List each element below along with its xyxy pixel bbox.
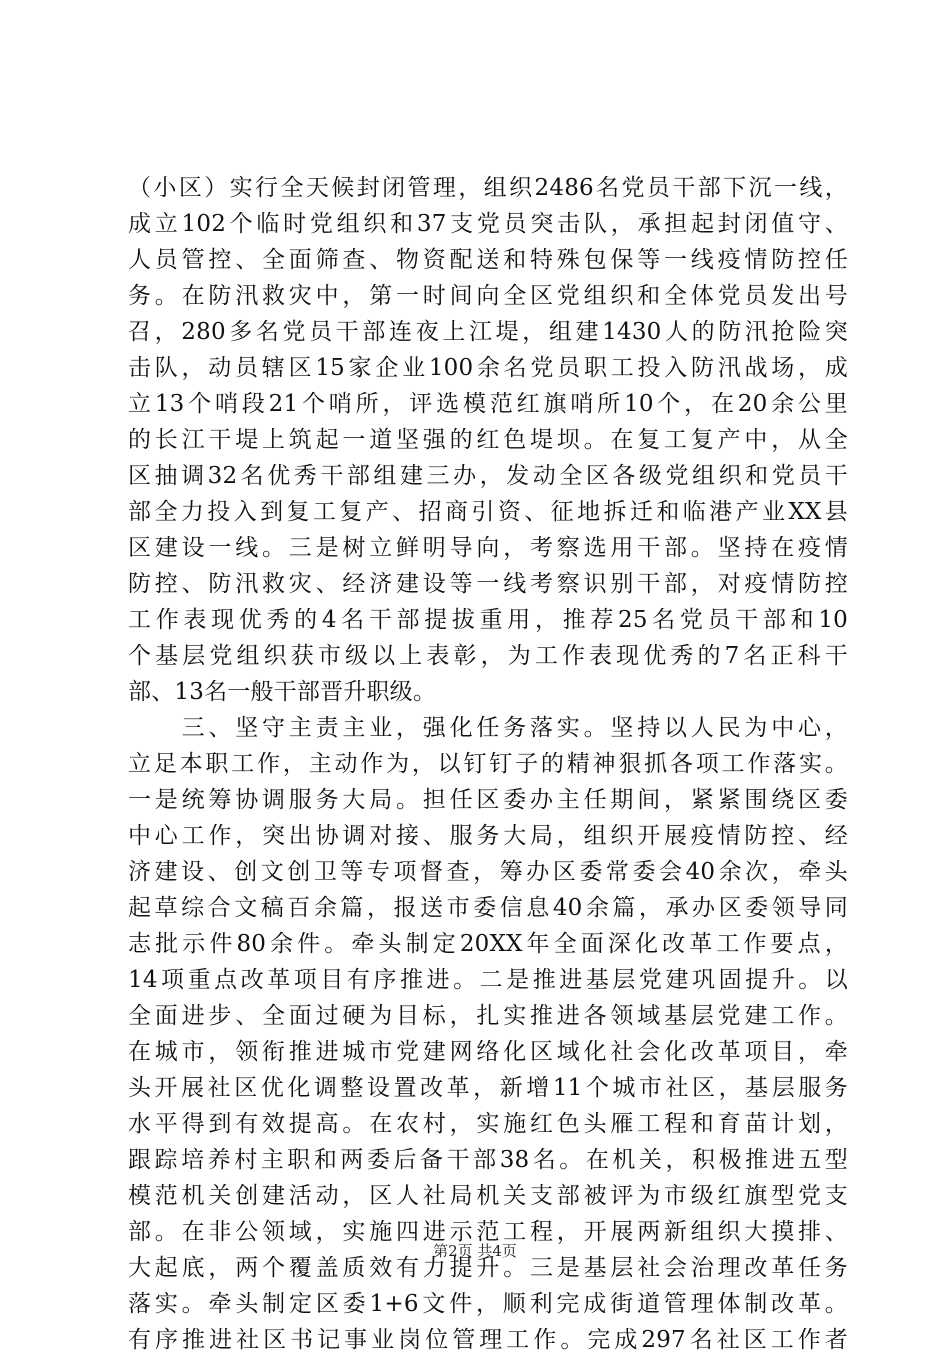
text-line: 区抽调32名优秀干部组建三办，发动全区各级党组织和党员干 <box>128 463 848 489</box>
body-text <box>128 170 848 1358</box>
text-line: 水平得到有效提高。在农村，实施红色头雁工程和育苗计划， <box>128 1111 848 1137</box>
text-line: 个基层党组织获市级以上表彰，为工作表现优秀的7名正科干 <box>128 643 848 669</box>
text-line: 召，280多名党员干部连夜上江堤，组建1430人的防汛抢险突 <box>128 319 848 345</box>
text-line: 人员管控、全面筛查、物资配送和特殊包保等一线疫情防控任 <box>128 247 848 273</box>
text-line: 在城市，领衔推进城市党建网络化区域化社会化改革项目，牵 <box>128 1039 848 1065</box>
text-line: 击队，动员辖区15家企业100余名党员职工投入防汛战场，成 <box>128 355 848 381</box>
text-line: 中心工作，突出协调对接、服务大局，组织开展疫情防控、经 <box>128 823 848 849</box>
text-line: 立足本职工作，主动作为，以钉钉子的精神狠抓各项工作落实。 <box>128 751 848 777</box>
text-line: 务。在防汛救灾中，第一时间向全区党组织和全体党员发出号 <box>128 283 848 309</box>
text-line: 14项重点改革项目有序推进。二是推进基层党建巩固提升。以 <box>128 967 848 993</box>
text-line: 一是统筹协调服务大局。担任区委办主任期间，紧紧围绕区委 <box>128 787 848 813</box>
text-line: 模范机关创建活动，区人社局机关支部被评为市级红旗型党支 <box>128 1183 848 1209</box>
text-line: 济建设、创文创卫等专项督查，筹办区委常委会40余次，牵头 <box>128 859 848 885</box>
text-line: 的长江干堤上筑起一道坚强的红色堤坝。在复工复产中，从全 <box>128 427 848 453</box>
text-line: 部全力投入到复工复产、招商引资、征地拆迁和临港产业XX县 <box>128 499 848 525</box>
text-line: 跟踪培养村主职和两委后备干部38名。在机关，积极推进五型 <box>128 1147 848 1173</box>
text-line: 工作表现优秀的4名干部提拔重用，推荐25名党员干部和10 <box>128 607 848 633</box>
text-line: 成立102个临时党组织和37支党员突击队，承担起封闭值守、 <box>128 211 848 237</box>
text-line: 志批示件80余件。牵头制定20XX年全面深化改革工作要点， <box>128 931 848 957</box>
text-line: 防控、防汛救灾、经济建设等一线考察识别干部，对疫情防控 <box>128 571 848 597</box>
text-line: （小区）实行全天候封闭管理，组织2486名党员干部下沉一线， <box>128 175 848 201</box>
text-line: 头开展社区优化调整设置改革，新增11个城市社区，基层服务 <box>128 1075 848 1101</box>
paragraph-end-line: 部、13名一般干部晋升职级。 <box>128 679 437 705</box>
text-line: 部。在非公领域，实施四进示范工程，开展两新组织大摸排、 <box>128 1219 848 1245</box>
text-line: 落实。牵头制定区委1+6文件，顺利完成街道管理体制改革。 <box>128 1291 848 1317</box>
paragraph-start-line: 三、坚守主责主业，强化任务落实。坚持以人民为中心， <box>128 715 848 741</box>
text-line: 立13个哨段21个哨所，评选模范红旗哨所10个，在20余公里 <box>128 391 848 417</box>
page-footer: 第2页 共4页 <box>433 1242 517 1260</box>
text-line: 大起底，两个覆盖质效有力提升。三是基层社会治理改革任务 <box>128 1255 848 1281</box>
text-line: 有序推进社区书记事业岗位管理工作。完成297名社区工作者 <box>128 1327 848 1353</box>
text-line: 全面进步、全面过硬为目标，扎实推进各领域基层党建工作。 <box>128 1003 848 1029</box>
text-line: 区建设一线。三是树立鲜明导向，考察选用干部。坚持在疫情 <box>128 535 848 561</box>
text-line: 起草综合文稿百余篇，报送市委信息40余篇，承办区委领导同 <box>128 895 848 921</box>
